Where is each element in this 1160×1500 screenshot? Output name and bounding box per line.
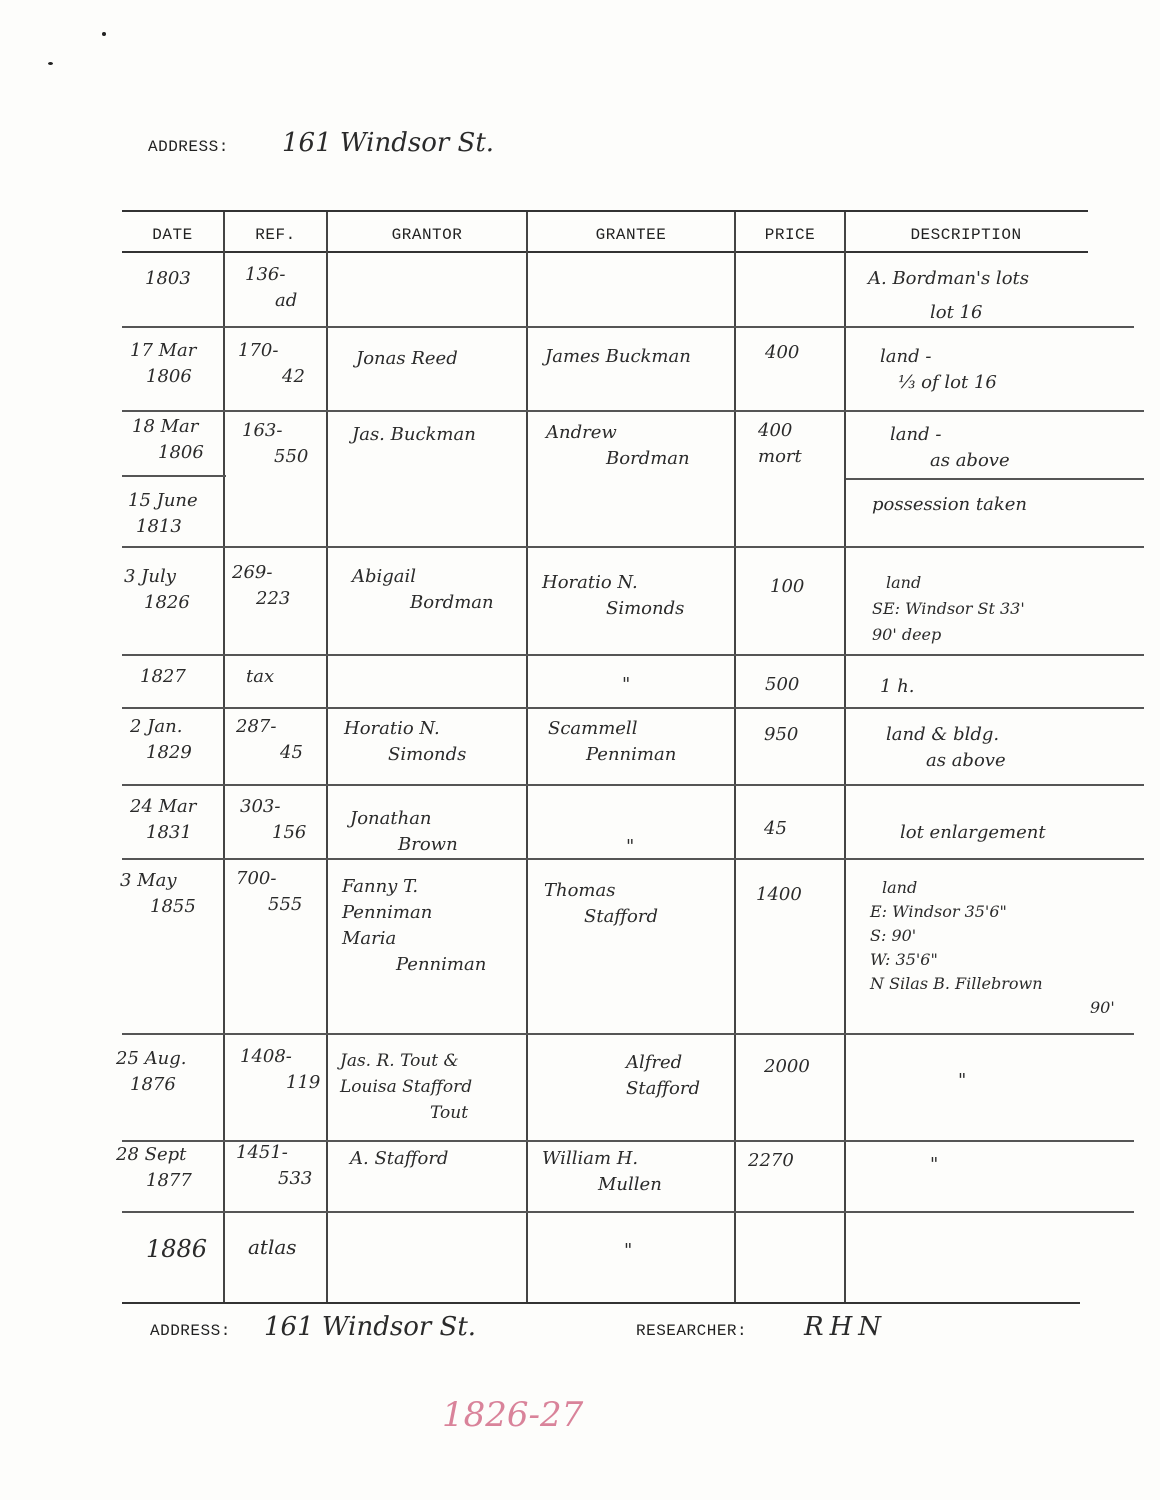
cell-price: 500	[765, 674, 800, 695]
address-label: ADDRESS:	[148, 138, 229, 156]
cell-ref: 287- 45	[236, 716, 303, 763]
column-header-grantor: GRANTOR	[391, 226, 463, 244]
column-divider	[223, 212, 225, 1302]
cell-grantee: Alfred Stafford	[626, 1052, 701, 1099]
cell-grantee: James Buckman	[545, 346, 691, 367]
cell-date: 3 July 1826	[124, 566, 190, 613]
row-divider	[122, 1033, 1134, 1035]
cell-ref: 163- 550	[242, 420, 309, 467]
cell-grantee: William H. Mullen	[542, 1148, 662, 1195]
cell-date: 1827	[140, 666, 186, 687]
footer-address-label: ADDRESS:	[150, 1322, 231, 1340]
cell-price: 400 mort	[758, 420, 802, 467]
cell-grantor: Abigail Bordman	[352, 566, 494, 613]
column-header-description: DESCRIPTION	[910, 226, 1022, 244]
table-top-rule	[122, 210, 1088, 212]
column-header-grantee: GRANTEE	[595, 226, 667, 244]
table-header-rule	[122, 251, 1088, 253]
cell-price: 1400	[756, 884, 802, 905]
row-divider-partial	[846, 478, 1144, 480]
row-divider	[122, 707, 1144, 709]
column-divider	[526, 212, 528, 1302]
cell-ref: 170- 42	[238, 340, 305, 387]
cell-description: land - ⅓ of lot 16	[880, 346, 997, 393]
cell-ref: 136- ad	[245, 264, 298, 311]
cell-date: 17 Mar 1806	[130, 340, 197, 387]
cell-ref: 303- 156	[240, 796, 307, 843]
cell-price: 45	[764, 818, 787, 839]
cell-ref: 1408- 119	[240, 1046, 321, 1093]
researcher-value: RHN	[804, 1312, 887, 1342]
cell-grantee: Andrew Bordman	[546, 422, 690, 469]
cell-ref: 269- 223	[232, 562, 291, 609]
row-divider	[122, 546, 1144, 548]
cell-grantee: "	[626, 836, 635, 857]
cell-description: lot enlargement	[900, 822, 1046, 843]
cell-description: land - as above	[890, 424, 1010, 471]
footer-address-value: 161 Windsor St.	[264, 1312, 477, 1342]
cell-price: 100	[770, 576, 805, 597]
row-divider	[122, 326, 1134, 328]
column-divider	[844, 212, 846, 1302]
row-divider	[122, 410, 1144, 412]
cell-grantor: Jas. Buckman	[352, 424, 476, 445]
cell-ref: tax	[246, 666, 275, 687]
row-divider	[122, 784, 1144, 786]
column-header-price: PRICE	[764, 226, 816, 244]
cell-ref: 1451- 533	[236, 1142, 313, 1189]
cell-description: land & bldg. as above	[886, 724, 1006, 771]
cell-ref: 700- 555	[236, 868, 303, 915]
cell-price: 400	[765, 342, 800, 363]
cell-date: 24 Mar 1831	[130, 796, 197, 843]
cell-date: 18 Mar 1806	[132, 416, 204, 463]
cell-date: 1803	[145, 268, 191, 289]
cell-description: "	[930, 1154, 939, 1175]
scan-speck	[102, 32, 106, 36]
cell-grantee: "	[622, 674, 631, 695]
cell-grantor: A. Stafford	[350, 1148, 449, 1169]
researcher-label: RESEARCHER:	[636, 1322, 748, 1340]
cell-description: A. Bordman's lots lot 16	[868, 268, 1029, 323]
cell-grantor: Fanny T. Penniman Maria Penniman	[342, 876, 487, 975]
cell-description: "	[958, 1070, 967, 1091]
cell-grantor: Horatio N. Simonds	[344, 718, 467, 765]
cell-description: land SE: Windsor St 33' 90' deep	[872, 573, 1025, 644]
cell-grantee: Horatio N. Simonds	[542, 572, 685, 619]
column-header-date: DATE	[152, 226, 193, 244]
cell-grantor: Jonathan Brown	[350, 808, 458, 855]
row-divider-partial	[122, 475, 226, 477]
row-divider	[122, 1211, 1134, 1213]
cell-description: 1 h.	[880, 676, 915, 697]
cell-date: 15 June 1813	[128, 490, 198, 537]
address-value: 161 Windsor St.	[282, 128, 495, 158]
cell-grantor: Jas. R. Tout & Louisa Stafford Tout	[340, 1051, 473, 1123]
row-divider	[122, 654, 1144, 656]
cell-date: 3 May 1855	[120, 870, 196, 917]
cell-grantee: Thomas Stafford	[544, 880, 659, 927]
cell-grantee: "	[624, 1240, 633, 1261]
scan-speck	[48, 62, 53, 65]
column-header-ref: REF.	[255, 226, 296, 244]
cell-description: land E: Windsor 35'6" S: 90' W: 35'6" N Silas B. Fillebrown 90'	[870, 878, 1115, 1017]
cell-date: 1886	[146, 1235, 208, 1263]
cell-date: 2 Jan. 1829	[130, 716, 192, 763]
cell-price: 950	[764, 724, 799, 745]
cell-grantor: Jonas Reed	[356, 348, 458, 369]
cell-price: 2000	[764, 1056, 810, 1077]
cell-ref: atlas	[248, 1235, 297, 1259]
cell-grantee: Scammell Penniman	[548, 718, 677, 765]
cell-date: 28 Sept 1877	[116, 1144, 192, 1191]
cell-price: 2270	[748, 1150, 794, 1171]
table-bottom-rule	[122, 1302, 1080, 1304]
cell-description: possession taken	[872, 494, 1027, 515]
date-range-annotation: 1826-27	[442, 1395, 584, 1435]
cell-date: 25 Aug. 1876	[116, 1048, 187, 1095]
column-divider	[734, 212, 736, 1302]
column-divider	[326, 212, 328, 1302]
